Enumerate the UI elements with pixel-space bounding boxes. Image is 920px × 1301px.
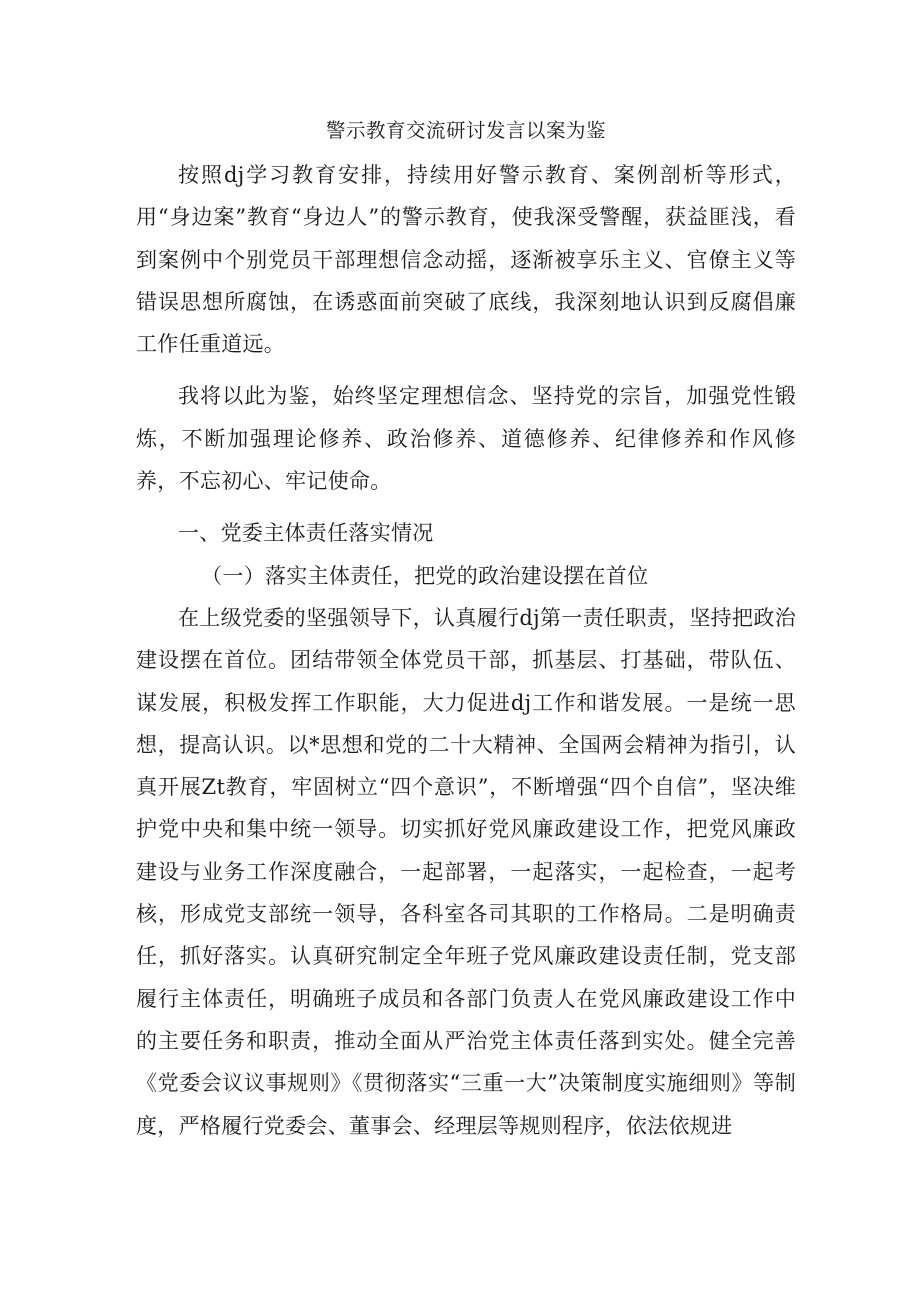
paragraph-commitment: 我将以此为鉴，始终坚定理想信念、坚持党的宗旨，加强党性锻炼，不断加强理论修养、政治修养、道德修养、纪律修养和作风修养，不忘初心、牢记使命。: [136, 384, 796, 494]
paragraph-body: 在上级党委的坚强领导下，认真履行dj第一责任职责，坚持把政治建设摆在首位。团结带领全体党员干部，抓基层、打基础，带队伍、谋发展，积极发挥工作职能，大力促进dj工作和谐发展。一是统一思想，提高认识。以*思想和党的二十大精神、全国两会精神为指引，认真开展Zt教育，牢固树立“四个意识”，不断增强“四个自信”，坚决维护党中央和集中统一领导。切实抓好党风廉政建设工作，把党风廉政建设与业务工作深度融合，一起部署，一起落实，一起检查，一起考核，形成党支部统一领导，各科室各司其职的工作格局。二是明确责任，抓好落实。认真研究制定全年班子党风廉政建设责任制，党支部履行主体责任，明确班子成员和各部门负责人在党风廉政建设工作中的主要任务和职责，推动全面从严治党主体责任落到实处。健全完善《党委会议议事规则》《贯彻落实“三重一大”决策制度实施细则》等制度，严格履行党委会、董事会、经理层等规则程序，依法依规进: [136, 605, 796, 1138]
document-page: [136, 112, 796, 1147]
section-heading: 一、党委主体责任落实情况: [178, 521, 434, 546]
paragraph-intro: 按照dj学习教育安排，持续用好警示教育、案例剖析等形式，用“身边案”教育“身边人”的警示教育，使我深受警醒，获益匪浅，看到案例中个别党员干部理想信念动摇，逐渐被享乐主义、官僚主义等错误思想所腐蚀，在诱惑面前突破了底线，我深刻地认识到反腐倡廉工作任重道远。: [136, 163, 796, 357]
document-title: 警示教育交流研讨发言以案为鉴: [325, 119, 606, 142]
subsection-heading: （一）落实主体责任，把党的政治建设摆在首位: [201, 563, 649, 588]
